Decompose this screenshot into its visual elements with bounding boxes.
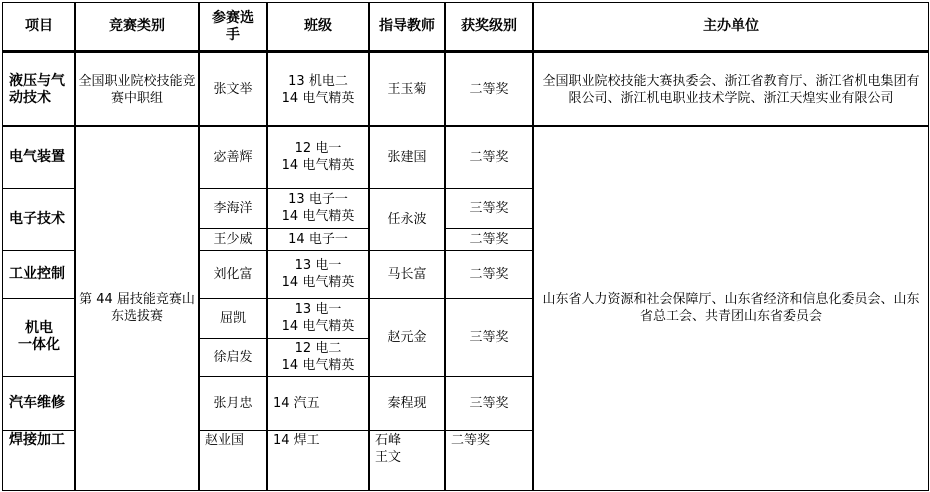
contestant-auto-text: 张月忠 (213, 395, 253, 411)
category-shandong (75, 126, 199, 490)
contestant-electronic-2-text: 王少威 (213, 231, 253, 247)
border-header-bottom (2, 50, 929, 53)
project-welding-text: 焊接加工 (9, 432, 65, 448)
header-award (445, 3, 533, 50)
class-hydraulic-text: 13 机电二 14 电气精英 (281, 73, 355, 106)
project-auto-text: 汽车维修 (9, 394, 65, 411)
teacher-industrial-text: 马长富 (387, 266, 427, 282)
contestant-industrial (199, 250, 267, 298)
border-proj-2 (2, 188, 75, 189)
award-industrial (445, 250, 533, 298)
header-award-text: 获奖级别 (461, 18, 517, 34)
border-proj-5 (2, 376, 75, 377)
teacher-electronic-text: 任永波 (387, 211, 427, 227)
contestant-electronic-1 (199, 188, 267, 228)
project-electronic (3, 188, 75, 250)
header-contestant (199, 3, 267, 50)
border-row-6 (199, 430, 533, 431)
border-col-5 (444, 2, 446, 491)
class-auto-text: 14 汽五 (273, 395, 320, 411)
class-electrical-text: 12 电一 14 电气精英 (281, 141, 355, 173)
award-electronic-2-text: 二等奖 (469, 231, 509, 247)
project-electrical-text: 电气装置 (9, 148, 65, 165)
header-teacher-text: 指导教师 (379, 18, 435, 34)
class-welding-text: 14 焊工 (273, 433, 320, 448)
class-electronic-1-text: 13 电子一 14 电气精英 (281, 192, 355, 224)
award-hydraulic (445, 53, 533, 126)
border-row-2 (199, 188, 533, 189)
organizer-national-text: 全国职业院校技能大赛执委会、浙江省教育厅、浙江省机电集团有限公司、浙江机电职业技术学院、浙江天煌实业有限公司 (542, 73, 920, 106)
award-mechatronics (445, 298, 533, 376)
contestant-electrical-text: 宓善辉 (213, 149, 253, 165)
contestant-welding (199, 430, 267, 490)
contestant-hydraulic-text: 张文举 (213, 82, 253, 97)
class-electronic-2-text: 14 电子一 (288, 231, 348, 247)
teacher-auto-text: 秦程现 (387, 395, 427, 411)
award-hydraulic-text: 二等奖 (469, 82, 509, 97)
teacher-electrical-text: 张建国 (387, 149, 427, 165)
award-electrical-text: 二等奖 (469, 149, 509, 165)
teacher-electronic (369, 188, 445, 250)
class-electrical (267, 126, 369, 188)
border-proj-6 (2, 430, 75, 431)
border-col-4 (368, 2, 370, 491)
project-industrial-text: 工业控制 (9, 265, 65, 282)
border-proj-4 (2, 298, 75, 299)
project-hydraulic (3, 53, 75, 126)
award-welding (445, 430, 533, 490)
class-electronic-1 (267, 188, 369, 228)
class-industrial (267, 250, 369, 298)
contestant-industrial-text: 刘化富 (213, 266, 253, 282)
organizer-shandong-text: 山东省人力资源和社会保障厅、山东省经济和信息化委员会、山东省总工会、共青团山东省委员会 (542, 292, 920, 324)
contestant-mechatronics-2 (199, 338, 267, 376)
contestant-electronic-2 (199, 228, 267, 250)
border-col-2 (198, 2, 200, 491)
award-industrial-text: 二等奖 (469, 266, 509, 282)
header-class (267, 3, 369, 50)
border-bottom (2, 490, 929, 491)
project-auto (3, 376, 75, 430)
organizer-national (533, 53, 929, 126)
award-auto-text: 三等奖 (469, 395, 509, 411)
project-welding (3, 430, 75, 490)
border-proj-3 (2, 250, 75, 251)
award-electronic-2 (445, 228, 533, 250)
border-row-2b (199, 228, 369, 229)
border-left (2, 2, 3, 491)
contestant-mechatronics-1-text: 屈凯 (219, 310, 246, 326)
teacher-mechatronics-text: 赵元金 (387, 329, 427, 345)
class-hydraulic (267, 53, 369, 126)
teacher-mechatronics (369, 298, 445, 376)
award-electronic-1 (445, 188, 533, 228)
contestant-electrical (199, 126, 267, 188)
class-auto (267, 376, 369, 430)
contestant-mechatronics-1 (199, 298, 267, 338)
class-mechatronics-2 (267, 338, 369, 376)
category-national-text: 全国职业院校技能竞赛中职组 (78, 73, 196, 106)
contestant-welding-text: 赵业国 (205, 433, 245, 448)
contestant-electronic-1-text: 李海洋 (213, 200, 253, 216)
contestant-hydraulic (199, 53, 267, 126)
border-right (928, 2, 929, 491)
award-welding-text: 二等奖 (451, 433, 491, 448)
organizer-shandong (533, 126, 929, 490)
project-hydraulic-text: 液压与气动技术 (9, 72, 65, 106)
border-row-3 (199, 250, 533, 251)
header-organizer-text: 主办单位 (703, 18, 759, 34)
class-mechatronics-2-text: 12 电二 14 电气精英 (281, 341, 355, 373)
header-class-text: 班级 (304, 18, 332, 34)
teacher-welding-text: 石峰 王文 (375, 433, 402, 465)
project-industrial (3, 250, 75, 298)
teacher-hydraulic (369, 53, 445, 126)
category-national (75, 53, 199, 126)
border-top (2, 2, 929, 3)
teacher-industrial (369, 250, 445, 298)
border-row-2b-award (445, 228, 533, 229)
border-col-6 (532, 2, 534, 491)
category-shandong-text: 第 44 届技能竞赛山东选拔赛 (79, 292, 195, 324)
header-category (75, 3, 199, 50)
border-row-1 (2, 125, 929, 127)
border-row-5 (199, 376, 533, 377)
contestant-mechatronics-2-text: 徐启发 (213, 349, 253, 365)
award-electronic-1-text: 三等奖 (469, 200, 509, 216)
class-welding (267, 430, 369, 490)
class-mechatronics-1-text: 13 电一 14 电气精英 (281, 302, 355, 334)
project-mechatronics (3, 298, 75, 376)
header-teacher (369, 3, 445, 50)
header-project (3, 3, 75, 50)
header-category-text: 竞赛类别 (109, 18, 165, 34)
contestant-auto (199, 376, 267, 430)
award-auto (445, 376, 533, 430)
project-electronic-text: 电子技术 (9, 210, 65, 227)
class-industrial-text: 13 电一 14 电气精英 (281, 258, 355, 290)
border-row-4 (199, 298, 533, 299)
award-mechatronics-text: 三等奖 (469, 329, 509, 345)
header-organizer (533, 3, 929, 50)
header-project-text: 项目 (25, 18, 53, 34)
teacher-welding (369, 430, 445, 490)
border-row-4b (199, 338, 369, 339)
header-contestant-text: 参赛选手 (212, 9, 254, 43)
teacher-hydraulic-text: 王玉菊 (387, 82, 427, 97)
award-electrical (445, 126, 533, 188)
border-col-3 (266, 2, 268, 491)
class-mechatronics-1 (267, 298, 369, 338)
project-mechatronics-text: 机电 一体化 (18, 320, 60, 353)
teacher-electrical (369, 126, 445, 188)
class-electronic-2 (267, 228, 369, 250)
border-col-1 (74, 2, 76, 491)
teacher-auto (369, 376, 445, 430)
project-electrical (3, 126, 75, 188)
